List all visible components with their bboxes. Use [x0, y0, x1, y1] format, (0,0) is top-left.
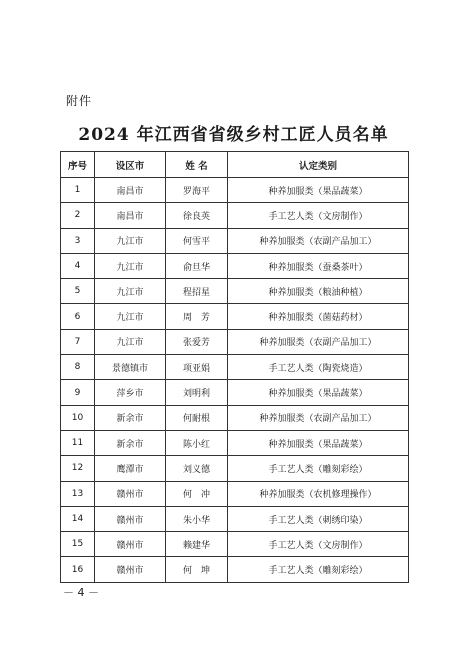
cell-name: 俞旦华	[166, 253, 228, 278]
page-number: － 4 －	[63, 586, 99, 599]
cell-category: 种养加服类（粮油种植）	[228, 279, 409, 304]
cell-name: 何耐根	[166, 405, 228, 430]
header-serial-number: 序号	[61, 152, 95, 178]
cell-city: 九江市	[95, 329, 166, 354]
cell-serial-number: 16	[61, 557, 95, 582]
cell-name: 徐良英	[166, 203, 228, 228]
cell-category: 种养加服类（农副产品加工）	[228, 405, 409, 430]
cell-serial-number: 4	[61, 253, 95, 278]
cell-category: 手工艺人类（雕刻彩绘）	[228, 456, 409, 481]
table-row	[61, 304, 409, 329]
cell-category: 种养加服类（果品蔬菜）	[228, 380, 409, 405]
cell-city: 新余市	[95, 430, 166, 455]
cell-category: 手工艺人类（文房制作）	[228, 532, 409, 557]
table-row	[61, 430, 409, 455]
table-row	[61, 329, 409, 354]
cell-category: 种养加服类（果品蔬菜）	[228, 178, 409, 203]
cell-city: 九江市	[95, 279, 166, 304]
cell-serial-number: 14	[61, 506, 95, 531]
table-row	[61, 178, 409, 203]
header-category: 认定类别	[228, 152, 409, 178]
cell-serial-number: 12	[61, 456, 95, 481]
cell-serial-number: 13	[61, 481, 95, 506]
cell-city: 南昌市	[95, 178, 166, 203]
attachment-label: 附件	[66, 94, 93, 108]
cell-category: 种养加服类（农机修理操作）	[228, 481, 409, 506]
cell-city: 新余市	[95, 405, 166, 430]
cell-serial-number: 8	[61, 355, 95, 380]
cell-category: 手工艺人类（文房制作）	[228, 203, 409, 228]
cell-city: 九江市	[95, 228, 166, 253]
cell-name: 何雪平	[166, 228, 228, 253]
table-row	[61, 203, 409, 228]
table-row	[61, 279, 409, 304]
cell-serial-number: 10	[61, 405, 95, 430]
cell-serial-number: 9	[61, 380, 95, 405]
table-row	[61, 456, 409, 481]
cell-name: 刘义德	[166, 456, 228, 481]
cell-city: 赣州市	[95, 506, 166, 531]
cell-name: 程招星	[166, 279, 228, 304]
document-title: 2024 年江西省省级乡村工匠人员名单	[78, 125, 389, 145]
cell-city: 九江市	[95, 304, 166, 329]
cell-category: 手工艺人类（陶瓷烧造）	[228, 355, 409, 380]
craftsmen-table	[60, 151, 409, 583]
cell-serial-number: 3	[61, 228, 95, 253]
table-row	[61, 557, 409, 582]
cell-city: 赣州市	[95, 481, 166, 506]
cell-category: 种养加服类（农副产品加工）	[228, 228, 409, 253]
table-row	[61, 481, 409, 506]
cell-name: 何 坤	[166, 557, 228, 582]
table-row	[61, 506, 409, 531]
table-row	[61, 405, 409, 430]
cell-name: 陈小红	[166, 430, 228, 455]
cell-name: 赖建华	[166, 532, 228, 557]
cell-city: 赣州市	[95, 532, 166, 557]
cell-name: 刘明利	[166, 380, 228, 405]
table-row	[61, 532, 409, 557]
cell-city: 赣州市	[95, 557, 166, 582]
cell-city: 南昌市	[95, 203, 166, 228]
cell-city: 萍乡市	[95, 380, 166, 405]
cell-serial-number: 7	[61, 329, 95, 354]
table-row	[61, 380, 409, 405]
table-body	[61, 178, 409, 583]
cell-serial-number: 6	[61, 304, 95, 329]
table-row	[61, 228, 409, 253]
cell-name: 朱小华	[166, 506, 228, 531]
cell-category: 种养加服类（果品蔬菜）	[228, 430, 409, 455]
cell-city: 景德镇市	[95, 355, 166, 380]
table-row	[61, 355, 409, 380]
table-header-row	[61, 152, 409, 178]
cell-category: 手工艺人类（雕刻彩绘）	[228, 557, 409, 582]
cell-name: 张爱芳	[166, 329, 228, 354]
header-name: 姓 名	[166, 152, 228, 178]
cell-city: 鹰潭市	[95, 456, 166, 481]
cell-serial-number: 1	[61, 178, 95, 203]
cell-name: 项亚娟	[166, 355, 228, 380]
cell-name: 罗海平	[166, 178, 228, 203]
cell-serial-number: 5	[61, 279, 95, 304]
cell-category: 种养加服类（菌菇药材）	[228, 304, 409, 329]
cell-category: 手工艺人类（刺绣印染）	[228, 506, 409, 531]
table-row	[61, 253, 409, 278]
cell-city: 九江市	[95, 253, 166, 278]
cell-serial-number: 2	[61, 203, 95, 228]
cell-category: 种养加服类（蚕桑茶叶）	[228, 253, 409, 278]
cell-serial-number: 15	[61, 532, 95, 557]
cell-category: 种养加服类（农副产品加工）	[228, 329, 409, 354]
cell-name: 周 芳	[166, 304, 228, 329]
header-city: 设区市	[95, 152, 166, 178]
cell-serial-number: 11	[61, 430, 95, 455]
cell-name: 何 冲	[166, 481, 228, 506]
